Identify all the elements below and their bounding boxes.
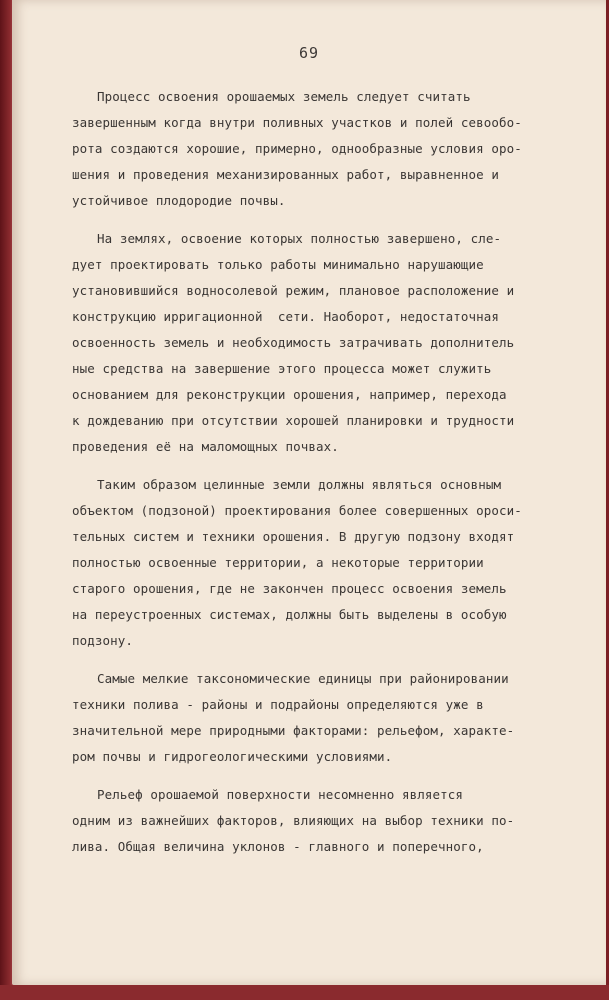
page-number: 69 [298,44,320,62]
paragraph [72,782,552,860]
paragraph [72,472,552,654]
text-line: ром почвы и гидрогеологическими условиями. [72,749,393,764]
paper-page [12,0,606,985]
text-line: значительной мере природными факторами: рельефом, характе- [72,723,515,738]
text-line: На землях, освоение которых полностью завершено, сле- [97,231,502,246]
text-line: Рельеф орошаемой поверхности несомненно является [97,787,464,802]
text-line: на переустроенных системах, должны быть выделены в особую [72,607,507,622]
text-line: Таким образом целинные земли должны являться основным [97,477,502,492]
text-line: установившийся водносолевой режим, плановое расположение и [72,283,515,298]
text-line: старого орошения, где не закончен процесс освоения земель [72,581,507,596]
paragraph [72,226,552,460]
text-line: конструкцию ирригационной сети. Наоборот, недостаточная [72,309,500,324]
text-line: к дождеванию при отсутствии хорошей планировки и трудности [72,413,515,428]
body-text [72,84,552,872]
paragraph [72,666,552,770]
text-line: устойчивое плодородие почвы. [72,193,286,208]
text-line: лива. Общая величина уклонов - главного и поперечного, [72,839,484,854]
text-line: Самые мелкие таксономические единицы при районировании [97,671,509,686]
text-line: Процесс освоения орошаемых земель следует считать [97,89,471,104]
text-line: подзону. [72,633,134,648]
paragraph [72,84,552,214]
text-line: тельных систем и техники орошения. В другую подзону входят [72,529,515,544]
text-line: техники полива - районы и подрайоны определяются уже в [72,697,484,712]
text-line: основанием для реконструкции орошения, например, перехода [72,387,507,402]
cover-edge [0,985,609,1000]
text-line: проведения её на маломощных почвах. [72,439,339,454]
text-line: завершенным когда внутри поливных участков и полей севообо- [72,115,522,130]
text-line: полностью освоенные территории, а некоторые территории [72,555,484,570]
text-line: дует проектировать только работы минимально нарушающие [72,257,484,272]
text-line: объектом (подзоной) проектирования более совершенных ороси- [72,503,522,518]
text-line: одним из важнейших факторов, влияющих на выбор техники по- [72,813,515,828]
text-line: рота создаются хорошие, примерно, однообразные условия оро- [72,141,522,156]
text-line: ные средства на завершение этого процесса может служить [72,361,492,376]
text-line: шения и проведения механизированных работ, выравненное и [72,167,500,182]
text-line: освоенность земель и необходимость затрачивать дополнитель [72,335,515,350]
